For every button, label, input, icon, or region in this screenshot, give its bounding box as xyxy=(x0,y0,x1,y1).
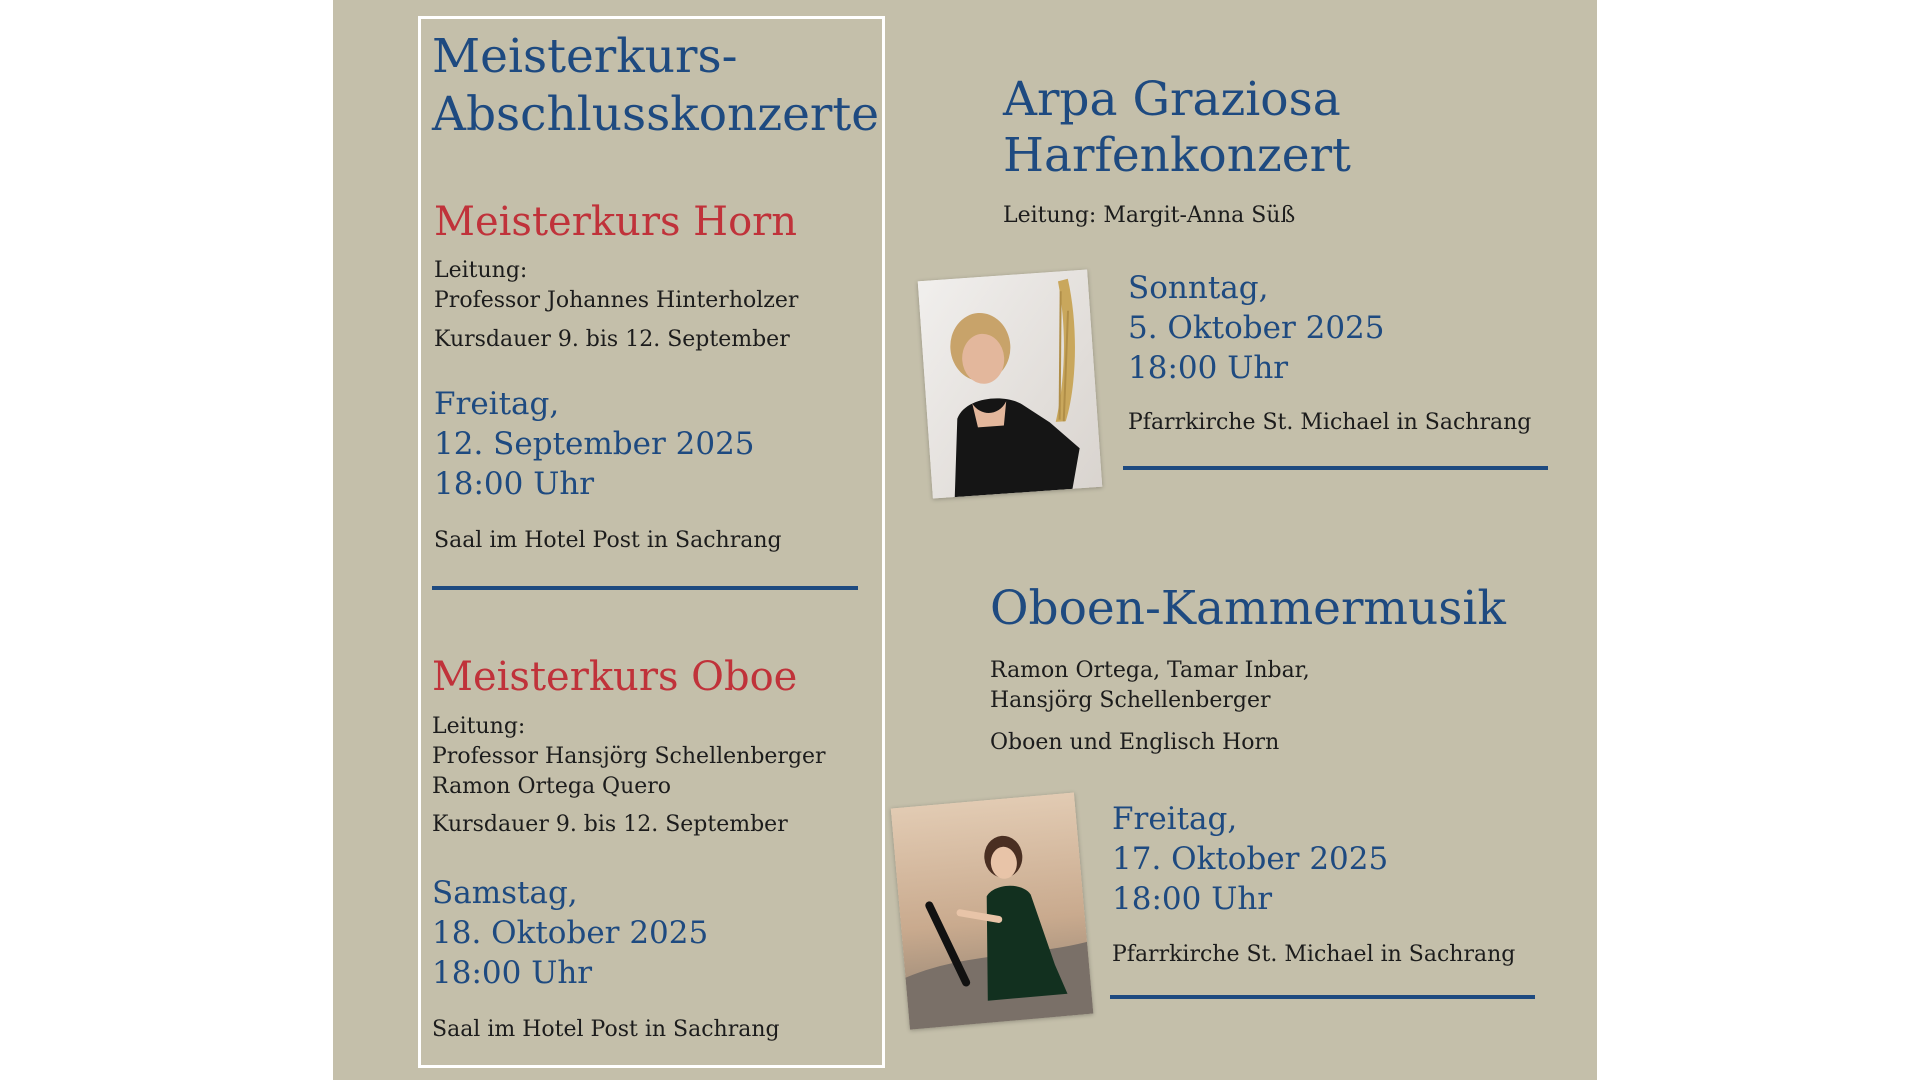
harp-time: 18:00 Uhr xyxy=(1128,350,1289,386)
harp-date: 5. Oktober 2025 xyxy=(1128,310,1385,346)
oboe-kursdauer: Kursdauer 9. bis 12. September xyxy=(432,812,788,837)
horn-time: 18:00 Uhr xyxy=(434,466,595,502)
horn-date: 12. September 2025 xyxy=(434,426,755,462)
harp-day: Sonntag, xyxy=(1128,270,1269,306)
horn-divider xyxy=(432,586,858,590)
oboe-chamber-title: Oboen-Kammermusik xyxy=(990,581,1506,636)
oboe-chamber-performers-line2: Hansjörg Schellenberger xyxy=(990,688,1271,713)
oboe-time: 18:00 Uhr xyxy=(432,955,593,991)
oboe-chamber-venue: Pfarrkirche St. Michael in Sachrang xyxy=(1112,942,1516,967)
oboe-chamber-instruments: Oboen und Englisch Horn xyxy=(990,730,1280,755)
horn-course-title: Meisterkurs Horn xyxy=(434,199,798,245)
oboe-chamber-divider xyxy=(1110,995,1535,999)
horn-leitung-label: Leitung: xyxy=(434,258,528,283)
oboe-date: 18. Oktober 2025 xyxy=(432,915,709,951)
harp-title-line2: Harfenkonzert xyxy=(1003,128,1351,183)
harp-divider xyxy=(1123,466,1548,470)
harpist-photo-icon xyxy=(918,269,1103,498)
masterclass-title-line2: Abschlusskonzerte xyxy=(432,87,880,142)
horn-venue: Saal im Hotel Post in Sachrang xyxy=(434,528,782,553)
horn-leitung-name: Professor Johannes Hinterholzer xyxy=(434,288,799,313)
oboe-venue: Saal im Hotel Post in Sachrang xyxy=(432,1017,780,1042)
oboe-chamber-performers-line1: Ramon Ortega, Tamar Inbar, xyxy=(990,658,1310,683)
oboe-course-title: Meisterkurs Oboe xyxy=(432,654,798,700)
oboe-leitung-name2: Ramon Ortega Quero xyxy=(432,774,672,799)
oboe-day: Samstag, xyxy=(432,875,578,911)
masterclass-title-line1: Meisterkurs- xyxy=(432,29,738,84)
oboe-leitung-name1: Professor Hansjörg Schellenberger xyxy=(432,744,826,769)
oboe-chamber-time: 18:00 Uhr xyxy=(1112,881,1273,917)
harp-leitung: Leitung: Margit-Anna Süß xyxy=(1003,203,1296,228)
oboe-chamber-date: 17. Oktober 2025 xyxy=(1112,841,1389,877)
oboist-photo-icon xyxy=(891,792,1094,1029)
oboe-leitung-label: Leitung: xyxy=(432,714,526,739)
harp-title-line1: Arpa Graziosa xyxy=(1003,72,1341,127)
horn-day: Freitag, xyxy=(434,386,560,422)
oboe-chamber-day: Freitag, xyxy=(1112,801,1238,837)
horn-kursdauer: Kursdauer 9. bis 12. September xyxy=(434,327,790,352)
harp-venue: Pfarrkirche St. Michael in Sachrang xyxy=(1128,410,1532,435)
